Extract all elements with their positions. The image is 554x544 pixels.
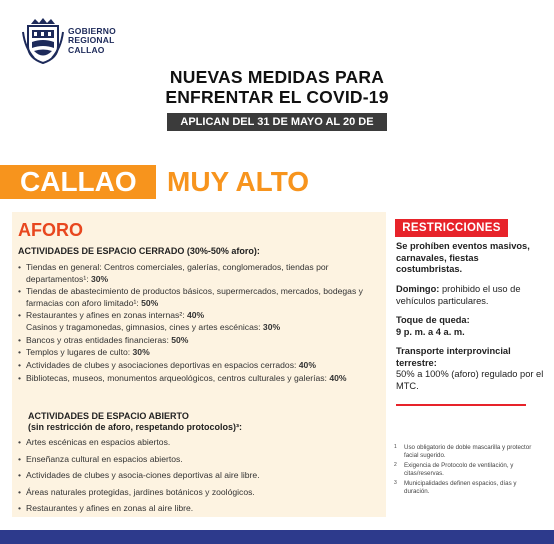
restriction-events-text: Se prohíben eventos masivos, carnavales, fiestas costumbristas. xyxy=(396,241,530,274)
logo-line-3: CALLAO xyxy=(68,44,105,55)
footnotes xyxy=(394,444,534,498)
logo-line-1: GOBIERNO xyxy=(68,25,116,36)
headline-line-1: NUEVAS MEDIDAS PARA xyxy=(169,67,385,87)
restriction-curfew xyxy=(396,315,546,338)
restriction-transport-text: 50% a 100% (aforo) regulado por el MTC. xyxy=(396,369,544,391)
list-item: • Bancos y otras entidades financieras: 50% xyxy=(18,335,382,347)
footnote-item: 3 Municipalidades definen espacios, días y duración. xyxy=(394,480,517,495)
footnote-item: 2 Exigencia de Protocolo de ventilación, y citas/reservas. xyxy=(394,462,514,477)
list-item: • Tiendas en general: Centros comerciales, galerías, conglomerados, tiendas por departamentos¹: 30% xyxy=(18,262,382,285)
restriction-events xyxy=(396,241,546,276)
closed-spaces-title: ACTIVIDADES DE ESPACIO CERRADO (30%-50% aforo): xyxy=(18,246,260,256)
restriction-transport-label: Transporte interprovincial terrestre: xyxy=(396,346,511,368)
divider xyxy=(396,404,526,406)
list-item: • Restaurantes y afines en zonas al aire libre. xyxy=(18,503,382,515)
aforo-title: AFORO xyxy=(18,220,83,240)
restriction-curfew-text: 9 p. m. a 4 a. m. xyxy=(396,326,465,337)
restriction-curfew-label: Toque de queda: xyxy=(396,315,470,325)
region-name-badge: CALLAO xyxy=(0,165,156,199)
open-spaces-title-line-1: ACTIVIDADES DE ESPACIO ABIERTO xyxy=(28,411,189,421)
restrictions-badge: RESTRICCIONES xyxy=(395,219,508,237)
list-item: • Tiendas de abastecimiento de productos básicos, supermercados, mercados, bodegas y farmacias con aforo limitado¹: 50% xyxy=(18,286,382,309)
open-spaces-title-line-2: (sin restricción de aforo, respetando protocolos)³: xyxy=(28,422,243,432)
closed-spaces-list xyxy=(18,262,382,385)
logo-line-2: REGIONAL xyxy=(68,35,115,46)
list-item: • Bibliotecas, museos, monumentos arqueológicos, centros culturales y galerías: 40% xyxy=(18,373,382,385)
list-item: • Enseñanza cultural en espacios abiertos. xyxy=(18,454,382,466)
open-spaces-list xyxy=(18,437,382,520)
footnote-item: 1 Uso obligatorio de doble mascarilla y protector facial sugerido. xyxy=(394,444,532,459)
list-item: • Áreas naturales protegidas, jardines botánicos y zoológicos. xyxy=(18,487,382,499)
callao-crest-icon xyxy=(22,18,64,64)
list-item: • Templos y lugares de culto: 30% xyxy=(18,347,382,359)
gobierno-regional-logo xyxy=(22,16,132,66)
bottom-bar xyxy=(0,530,554,544)
restriction-sunday-text: prohibido el uso de vehículos particulares. xyxy=(396,284,521,306)
restriction-transport xyxy=(396,346,546,392)
list-item: • Artes escénicas en espacios abiertos. xyxy=(18,437,382,449)
list-item: • Actividades de clubes y asocia-ciones deportivas al aire libre. xyxy=(18,470,382,482)
logo-text xyxy=(68,27,116,56)
restriction-sunday xyxy=(396,284,546,307)
restriction-sunday-label: Domingo: xyxy=(396,284,440,294)
headline xyxy=(0,67,554,107)
alert-level: MUY ALTO xyxy=(167,166,310,197)
date-banner: APLICAN DEL 31 DE MAYO AL 20 DE JUNIO xyxy=(167,113,387,131)
list-item: • Actividades de clubes y asociaciones deportivas en espacios cerrados: 40% xyxy=(18,360,382,372)
list-item: • Restaurantes y afines en zonas internas²: 40% Casinos y tragamonedas, gimnasios, cines y artes escénicas: 30% xyxy=(18,310,382,333)
headline-line-2: ENFRENTAR EL COVID-19 xyxy=(165,87,389,107)
open-spaces-title xyxy=(28,411,242,433)
